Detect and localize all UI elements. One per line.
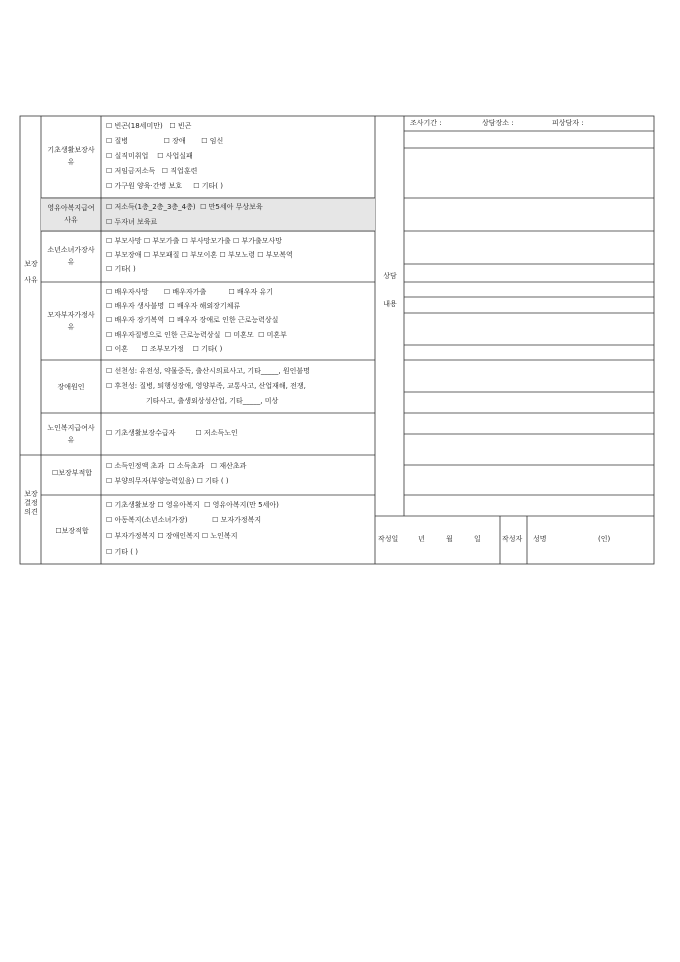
checkbox-row[interactable]: ☐ 부자가정복지 ☐ 장애인복지 ☐ 노인복지 [106,532,237,541]
year-label: 년 [418,535,425,543]
category-single-parent-label: 모자부자가정사유 [47,311,95,331]
section-opinion-label: 보장결정의견 [24,490,38,516]
checkbox-row[interactable]: ☐ 기타( ) [106,265,136,274]
checkbox-row[interactable]: ☐ 부모사망 ☐ 부모가출 ☐ 부사망모가출 ☐ 부가출모사망 [106,237,282,246]
month-label: 월 [446,535,453,543]
checkbox-row[interactable]: ☐ 두자녀 보육료 [106,218,157,227]
checkbox-row[interactable]: ☐ 저임금저소득 ☐ 직업훈련 [106,167,197,176]
category-senior-label: 노인복지급여사유 [47,424,95,444]
checkbox-row[interactable]: ☐ 빈곤(18세미만) ☐ 빈곤 [106,122,191,131]
category-basic-living-label: 기초생활보장사유 [47,146,95,166]
text-row: 기타사고, 출생외상성산업, 기타_____, 미상 [146,397,279,405]
checkbox-row[interactable]: ☐ 배우자사망 ☐ 배우자가출 ☐ 배우자 유기 [106,288,273,297]
opinion-unfit-label: ☐ 보장부적합 [51,469,93,477]
checkbox-row[interactable]: ☐ 배우자질병으로 인한 근로능력상실 ☐ 미혼모 ☐ 미혼부 [106,331,287,340]
counselee-label: 피상담자 : [552,119,584,127]
name-label: 성명 [533,535,547,543]
counsel-place-label: 상담장소 : [482,119,514,127]
day-label: 일 [474,535,481,543]
checkbox-row[interactable]: ☐ 소득인정액 초과 ☐ 소득초과 ☐ 재산초과 [106,462,246,471]
checkbox-row[interactable]: ☐ 이혼 ☐ 조부모가정 ☐ 기타( ) [106,345,222,354]
checkbox-row[interactable]: ☐ 기초생활보장수급자 ☐ 저소득노인 [106,429,238,438]
checkbox-row[interactable]: ☐ 저소득(1층_2층_3층_4층) ☐ 만5세아 무상보육 [106,203,263,212]
checkbox-row[interactable]: ☐ 기타 ( ) [106,548,138,557]
section-reason-label: 보장사유 [24,260,38,284]
seal-label: (인) [598,535,611,543]
date-label: 작성일 [378,535,399,543]
writer-label: 작성자 [502,535,523,543]
checkbox-row[interactable]: ☐ 기초생활보장 ☐ 영유아복지 ☐ 영유아복지(만 5세아) [106,501,279,510]
category-infant-label: 영유아복지급여사유 [47,204,95,224]
checkbox-row[interactable]: ☐ 배우자 장기복역 ☐ 배우자 장애로 인한 근로능력상실 [106,316,278,325]
checkbox-row[interactable]: ☐ 아동복지(소년소녀가장) ☐ 모자가정복지 [106,516,261,525]
checkbox-row[interactable]: ☐ 질병 ☐ 장애 ☐ 임신 [106,137,223,146]
checkbox-row[interactable]: ☐ 선천성: 유전성, 약물중독, 출산시의료사고, 기타_____, 원인불명 [106,367,310,376]
category-disability-cause-label: 장애원인 [57,383,85,391]
checkbox-row[interactable]: ☐ 후천성: 질병, 퇴행성장애, 영양부족, 교통사고, 산업재해, 전쟁, [106,382,306,391]
checkbox-row[interactable]: ☐ 실직미취업 ☐ 사업실패 [106,152,193,161]
category-youth-head-label: 소년소녀가장사유 [47,246,95,266]
checkbox-row[interactable]: ☐ 배우자 생사불명 ☐ 배우자 해외장기체류 [106,302,240,311]
checkbox-row[interactable]: ☐ 부모장애 ☐ 부모패질 ☐ 부모이혼 ☐ 부모노령 ☐ 부모복역 [106,251,293,260]
survey-period-label: 조사기간 : [410,119,442,127]
checkbox-row[interactable]: ☐ 가구원 양육·간병 보호 ☐ 기타( ) [106,182,223,191]
opinion-fit-label: ☐ 보장적합 [55,527,89,535]
counsel-content-label: 상담내용 [383,272,397,308]
checkbox-row[interactable]: ☐ 부양의무자(부양능력있음) ☐ 기타 ( ) [106,477,229,486]
